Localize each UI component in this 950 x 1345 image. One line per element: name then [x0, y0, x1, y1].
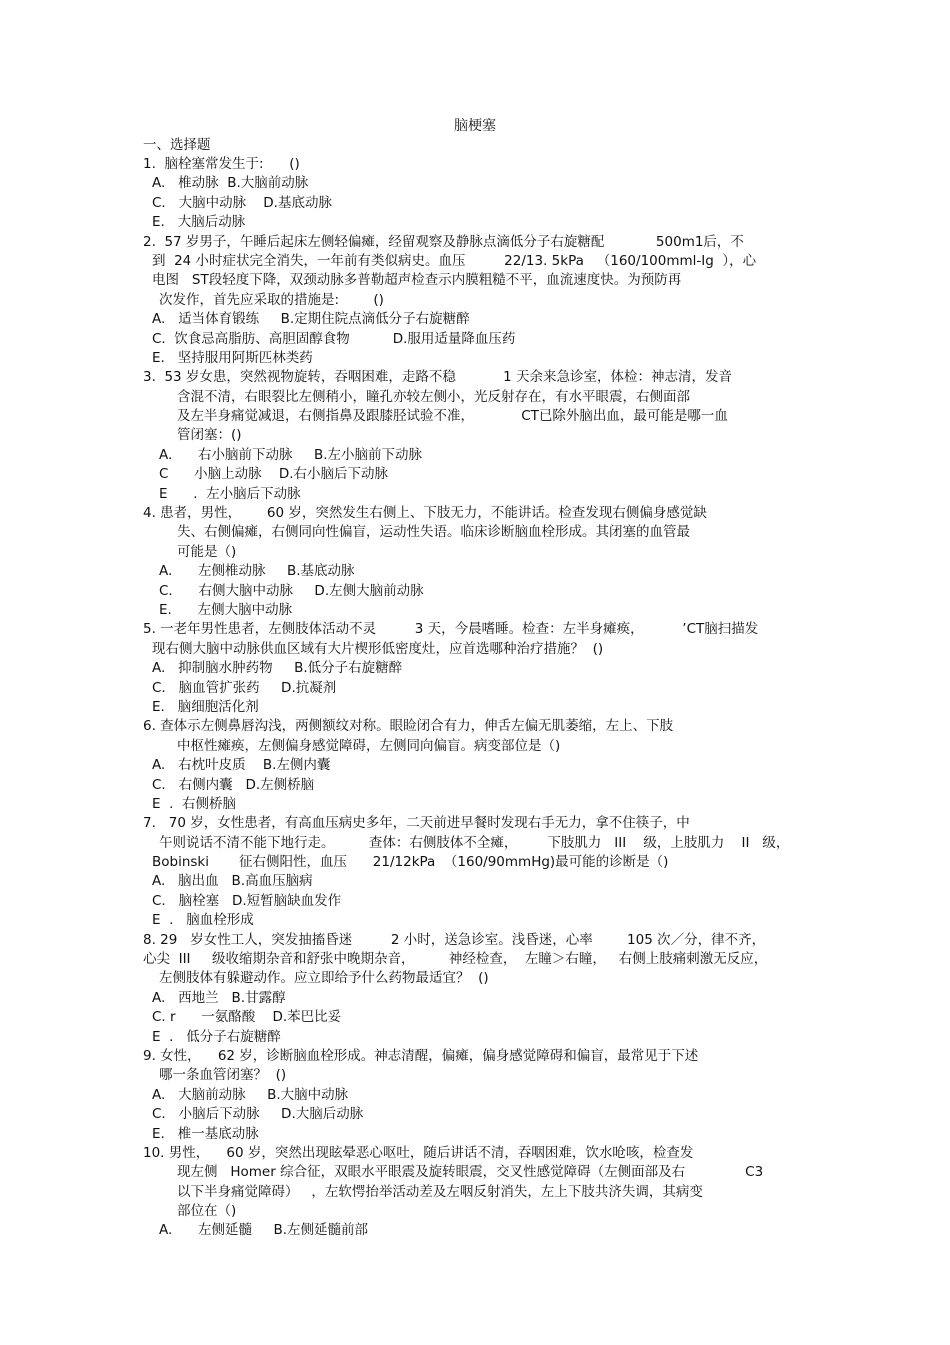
- text-line: 可能是（): [177, 543, 237, 560]
- text-line: A. 右小脑前下动脉 B.左小脑前下动脉: [159, 446, 423, 463]
- text-line: A. 左侧椎动脉 B.基底动脉: [159, 563, 355, 580]
- text-line: 现左侧 Homer 综合征，双眼水平眼震及旋转眼震，交叉性感觉障碍（左侧面部及右 C3: [177, 1164, 764, 1181]
- text-line: 2. 57 岁男子，午睡后起床左侧轻偏瘫，经留观察及静脉点滴低分子右旋糖配 500m1后，不: [143, 233, 744, 250]
- page-title: 脑梗塞: [454, 118, 496, 134]
- text-line: 及左半身痛觉减退，右侧指鼻及跟膝胫试验不准， CT已除外脑出血，最可能是哪一血: [177, 408, 728, 425]
- question-list: [143, 155, 808, 1241]
- text-line: A. 右枕叶皮质 B.左侧内囊: [152, 757, 331, 774]
- text-line: 7. 70 岁，女性患者，有高血压病史多年，二天前进早餐时发现右手无力，拿不住筷子，中: [143, 815, 690, 832]
- text-line: 中枢性瘫痪，左侧偏身感觉障碍，左侧同向偏盲。病变部位是（): [177, 737, 561, 754]
- text-line: E. 左侧大脑中动脉: [159, 601, 293, 618]
- text-line: 1. 脑栓塞常发生于: (): [143, 156, 300, 172]
- text-line: C 小脑上动脉 D.右小脑后下动脉: [159, 466, 389, 483]
- text-line: C. 右侧内囊 D.左侧桥脑: [152, 776, 315, 793]
- text-line: C. 小脑后下动脉 D.大脑后动脉: [152, 1106, 364, 1123]
- text-line: A. 适当体育锻练 B.定期住院点滴低分子右旋糖醉: [152, 311, 470, 328]
- text-line: A. 左侧延髓 B.左侧延髓前部: [159, 1222, 369, 1239]
- text-line: 午则说话不清不能下地行走。 查体：右侧肢体不全瘫， 下肢肌力 III 级，上肢肌力 II 级，: [159, 834, 790, 851]
- text-line: A. 椎动脉 B.大脑前动脉: [152, 175, 309, 192]
- text-line: 部位在（): [177, 1203, 237, 1220]
- text-line: C. 脑血管扩张药 D.抗凝剂: [152, 679, 337, 696]
- text-line: A. 大脑前动脉 B.大脑中动脉: [152, 1086, 349, 1103]
- text-line: Bobinski 征右侧阳性，血压 21/12kPa （160/90mmHg)最可能的诊断是（): [152, 854, 669, 871]
- text-line: E . 右侧桥脑: [152, 795, 236, 812]
- text-line: 心尖 III 级收缩期杂音和舒张中晚期杂音， 神经检查， 左瞳＞右瞳， 右侧上肢痛刺激无反应，: [143, 951, 768, 968]
- text-line: 4. 患者，男性， 60 岁，突然发生右侧上、下肢无力，不能讲话。检查发现右侧偏身感觉缺: [143, 505, 707, 522]
- text-line: E. 脑细胞活化剂: [152, 698, 259, 715]
- text-line: 到 24 小时症状完全消失，一年前有类似病史。血压 22/13. 5kPa （160/100mml-Ig ），心: [152, 252, 757, 269]
- text-line: 现右侧大脑中动脉供血区域有大片楔形低密度灶，应首选哪种治疗措施？ (): [152, 640, 604, 657]
- text-line: C. 大脑中动脉 D.基底动脉: [152, 194, 332, 211]
- text-line: 哪一条血管闭塞？ (): [159, 1067, 287, 1084]
- text-line: 以下半身痛觉障碍） ，左软愕抬举活动差及左咽反射消失，左上下肢共济失调，其病变: [177, 1183, 703, 1200]
- text-line: 10. 男性， 60 岁，突然出现眩晕恶心呕吐，随后讲话不清，吞咽困难，饮水呛咳，检查发: [143, 1144, 694, 1161]
- text-line: E . 左小脑后下动脉: [159, 485, 301, 502]
- text-line: A. 抑制脑水肿药物 B.低分子右旋糖醉: [152, 660, 403, 677]
- text-line: 电图 ST段轻度下降，双颈动脉多普勒超声检查示内膜粗糙不平，血流速度快。为预防再: [152, 272, 682, 289]
- section-heading: 一、选择题: [143, 137, 211, 153]
- text-line: E. 大脑后动脉: [152, 214, 246, 231]
- text-line: 次发作，首先应采取的措施是: (): [159, 291, 384, 308]
- text-line: 左侧肢体有躲避动作。应立即给予什么药物最适宜？ (): [159, 970, 489, 987]
- text-line: E . 脑血栓形成: [152, 912, 254, 929]
- text-line: 管闭塞：(): [177, 427, 242, 444]
- text-line: 8. 29 岁女性工人，突发抽搐昏迷 2 小时，送急诊室。浅昏迷，心率 105 次／分，律不齐，: [143, 931, 766, 948]
- text-line: A. 西地兰 B.甘露醇: [152, 989, 286, 1006]
- text-line: C. 右侧大脑中动脉 D.左侧大脑前动脉: [159, 582, 424, 599]
- text-line: 3. 53 岁女患，突然视物旋转，吞咽困难，走路不稳 1 天余来急诊室，体检：神志清，发音: [143, 369, 733, 386]
- text-line: C. 脑栓塞 D.短暂脑缺血发作: [152, 892, 342, 909]
- text-line: E. 椎一基底动脉: [152, 1125, 259, 1142]
- text-line: C. 饮食忌高脂肪、高胆固醇食物 D.服用适量降血压药: [152, 330, 516, 347]
- text-line: A. 脑出血 B.高血压脑病: [152, 873, 313, 890]
- text-line: E . 低分子右旋糖醉: [152, 1028, 281, 1045]
- text-line: 含混不清，右眼裂比左侧稍小，瞳孔亦较左侧小，光反射存在，有水平眼震，右侧面部: [177, 388, 690, 405]
- text-line: E. 坚持服用阿斯匹林类药: [152, 349, 313, 366]
- text-line: 5. 一老年男性患者，左侧肢体活动不灵 3 天，今晨嗜睡。检查：左半身瘫痪， ’CT脑扫描发: [143, 621, 759, 638]
- text-line: 失、右侧偏瘫，右侧同向性偏盲，运动性失语。临床诊断脑血栓形成。其闭塞的血管最: [177, 524, 690, 541]
- text-line: 9. 女性， 62 岁，诊断脑血栓形成。神志清醒，偏瘫，偏身感觉障碍和偏盲，最常见于下述: [143, 1047, 699, 1064]
- text-line: 6. 查体示左侧鼻唇沟浅，两侧额纹对称。眼睑闭合有力，伸舌左偏无肌萎缩，左上、下肢: [143, 718, 674, 735]
- text-line: C. r 一氨酪酸 D.苯巴比妥: [152, 1009, 342, 1026]
